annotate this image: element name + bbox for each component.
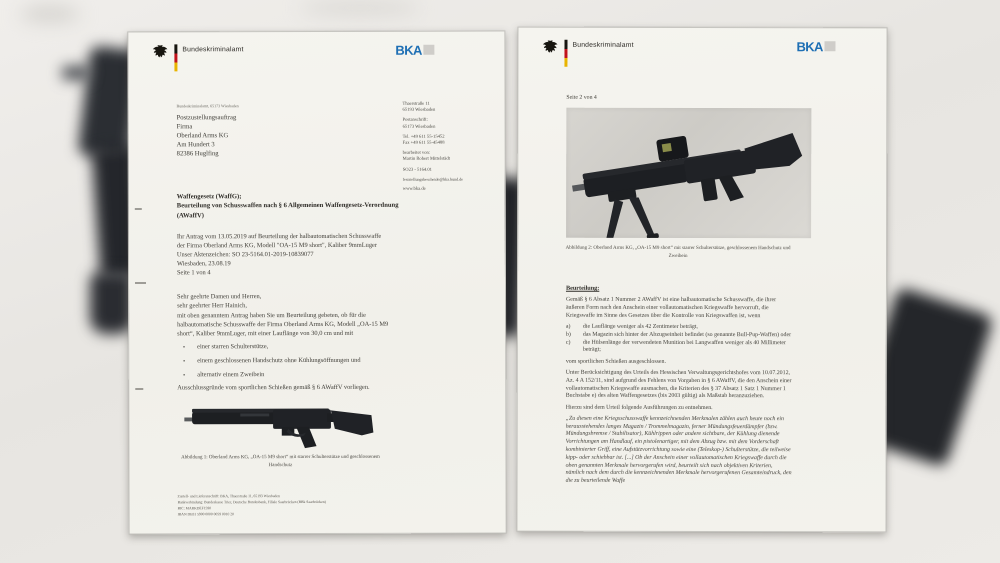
assessment-paragraph: Hierzu sind dem Urteil folgende Ausführungen zu entnehmen. <box>565 404 713 411</box>
figure-2-caption: Abbildung 2: Oberland Arms KG, „OA-15 M9 short“ mit starrer Schulterstütze, geschlossenem Handschutz und Zweibein <box>565 245 791 259</box>
editor-name: Martin Robert Mittelstädt <box>402 155 450 162</box>
bka-logo <box>395 42 434 58</box>
reference-request: Ihr Antrag vom 13.05.2019 auf Beurteilung der halbautomatischen Schusswaffe der Firma Oberland Arms KG, Modell "OA-15 M9 short", Kaliber 9mmLuger <box>176 232 382 250</box>
recipient-address <box>177 113 237 159</box>
salutation <box>177 293 261 311</box>
closing-line: Ausschlussgründe vom sportlichen Schießen gemäß § 6 AWaffV vorliegen. <box>177 383 370 392</box>
federal-eagle-icon <box>542 40 559 55</box>
rifle-photo-2 <box>566 108 811 239</box>
letter-page-2 <box>516 27 887 533</box>
blurred-firearm-part <box>62 66 90 80</box>
contact-email: feststellungsbescheide@bka.bund.de <box>402 176 464 182</box>
list-item: ▪ einer starren Schulterstütze, <box>177 343 397 353</box>
reference-file-number: Unser Aktenzeichen: SO 23-5164.01-2019-10839077 <box>176 250 314 259</box>
page-footer <box>178 494 326 518</box>
contact-tel: Tel. +49 611 55-15452 <box>402 133 445 139</box>
postal-city: 65173 Wiesbaden <box>402 123 436 129</box>
criteria-list <box>566 324 792 356</box>
assessment-heading: Beurteilung: <box>565 284 600 292</box>
body-paragraph: mit oben genanntem Antrag haben Sie um Beurteilung gebeten, ob für die halbautomatische Schusswaffe der Firma Oberland Arms KG, Modell „OA-15 M9 short“, Kaliber 9mmLuger, mit einer Lauflänge von 30,0 cm und mit <box>177 311 389 338</box>
recipient-line: Oberland Arms KG <box>176 132 229 140</box>
rifle-figure-2 <box>566 108 811 239</box>
bka-logo-text: BKA <box>796 39 823 55</box>
rifle-figure-1 <box>181 396 376 451</box>
criteria-label: c) <box>565 339 571 346</box>
bullet-marker: ▪ <box>183 359 185 365</box>
bullet-marker: ▪ <box>183 373 186 379</box>
flag-stripe <box>174 44 177 71</box>
fold-mark <box>135 388 143 389</box>
file-reference: SO23 - 5164.01 <box>402 166 432 172</box>
list-item: ▪ alternativ einem Zweibein <box>177 371 397 381</box>
assessment-paragraph: Unter Berücksichtigung des Urteils des Hessischen Verwaltungsgerichtshofes vom 10.07.2012, Az. 4 A 152/11, sind aufgrund des Fehlens von Vorgaben in § 6 AWaffV, die den Anschein einer vollautomatischen Kriegswaffe ausmachen, die Kriterien des § 37 Absatz 1 Satz 1 Nummer 1 Buchstabe e) des alten Waffengesetzes (bis 2003 gültig) als Maßstab heranzuziehen. <box>565 369 792 400</box>
court-quote: „Zu diesen eine Kriegsschusswaffe kennzeichnenden Merkmalen zählen auch heute noch ein herausstehendes langes Magazin / Trommelmagazin, ferner Mündungsfeuerdämpfer (bzw. Mündungsbremse / Stabilisator), Kühlrippen oder andere sichtbare, der Kühlung dienende Vorrichtungen am Handlauf, ein pistolenartiger, mit dem Abzug bzw. mit dem Vorderschaft kombinierter Griff, eine Aufstützvorrichtung sowie eine (Teleskop-) Schulterstütze, die teilweise kipp- oder schiebbar ist. [...] Ob der Anschein einer vollautomatischen Kriegswaffe durch die oben genannten Merkmale hervorgerufen wird, beurteilt sich nach objektiven Kriterien, nämlich nach dem durch die kennzeichnenden Merkmale hervorgerufenen Gesamteindruck, den die zu beurteilende Waffe <box>565 415 792 484</box>
criteria-label: a) <box>565 323 571 330</box>
list-item: a) die Lauflänge weniger als 42 Zentimeter beträgt, <box>565 323 698 331</box>
recipient-line: Postzustellungsauftrag <box>176 114 237 122</box>
list-item: ▪ einem geschlossenen Handschutz ohne Kühlungsöffnungen und <box>177 357 397 367</box>
org-name: Bundeskriminalamt <box>182 46 244 54</box>
letter-page-1 <box>127 31 506 535</box>
bka-logo-box <box>825 41 836 51</box>
postal-label: Postanschrift: <box>402 117 428 123</box>
background-smudge <box>20 6 80 22</box>
criteria-label: b) <box>565 331 571 338</box>
page-number: Seite 1 von 4 <box>176 269 211 277</box>
fold-mark <box>135 208 142 209</box>
reference-date: Wiesbaden, 23.08.19 <box>176 260 231 268</box>
letterhead <box>542 40 633 67</box>
contact-web: www.bka.de <box>402 185 426 191</box>
contact-fax: Fax +49 611 55-45488 <box>402 139 445 145</box>
bullet-marker: ▪ <box>183 345 185 351</box>
assessment-text <box>566 285 792 490</box>
subject-block <box>177 192 427 221</box>
figure-1-caption: Abbildung 1: Oberland Arms KG, „OA-15 M9 short“ mit starrer Schulterstütze und geschlossenem Handschutz <box>181 454 380 468</box>
federal-eagle-icon <box>152 44 169 59</box>
footer-line: IBAN DE81 5900 0000 0059 0010 20 <box>177 511 234 517</box>
salutation-line: Sehr geehrte Damen und Herren, <box>177 293 262 301</box>
recipient-line: 82386 Huglfing <box>176 150 219 158</box>
letterhead <box>152 44 243 71</box>
footer-line: BIC: MARKDEF1590 <box>177 506 212 511</box>
bka-logo-box <box>424 45 435 55</box>
flag-stripe <box>564 40 567 67</box>
salutation-line: sehr geehrter Herr Hainich, <box>177 302 247 310</box>
assessment-paragraph: Gemäß § 6 Absatz 1 Nummer 2 AWaffV ist eine halbautomatische Schusswaffe, die ihrer äußeren Form nach den Anschein einer vollautomatischen Kriegswaffe hervorruft, die Kriegswaffe im Sinne des Gesetzes über die Kontrolle von Kriegswaffen ist, wenn <box>565 296 777 319</box>
background-smudge <box>300 2 420 14</box>
fold-mark <box>135 282 146 283</box>
contact-city: 65193 Wiesbaden <box>402 106 436 112</box>
subject-line-1: Waffengesetz (WaffG); <box>176 193 242 201</box>
bullet-list <box>177 343 397 386</box>
recipient-line: Am Hundert 3 <box>176 141 215 149</box>
bka-logo-text: BKA <box>395 42 422 58</box>
subject-line-2: Beurteilung von Schusswaffen nach § 6 Allgemeinen Waffengesetz-Verordnung (AWaffV) <box>176 202 399 220</box>
footer-line: Bankverbindung: Bundeskasse Trier, Deutsche Bundesbank, Filiale Saarbrücken (BBk Saarbrücken) <box>177 499 326 505</box>
bka-logo <box>796 39 835 55</box>
list-item: b) das Magazin sich hinter der Abzugseinheit befindet (so genannte Bull-Pup-Waffen) oder <box>565 331 792 338</box>
contact-street: Thaerstraße 11 <box>402 100 430 106</box>
recipient-line: Firma <box>176 123 193 131</box>
editor-label: bearbeitet von: <box>402 149 431 155</box>
page-number: Seite 2 von 4 <box>566 94 597 101</box>
list-item: c) die Hülsenlänge der verwendeten Munition bei Langwaffen weniger als 40 Millimeter beträgt; <box>565 339 786 354</box>
contact-block <box>403 101 498 197</box>
after-criteria-line: vom sportlichen Schießen ausgeschlossen. <box>565 358 666 365</box>
org-name: Bundeskriminalamt <box>572 41 634 49</box>
reference-block <box>177 233 389 278</box>
sender-line: Bundeskriminalamt, 65173 Wiesbaden <box>176 103 239 109</box>
footer-line: Zustell- und Lieferanschrift: BKA, Thaerstraße 11, 65193 Wiesbaden <box>177 494 280 499</box>
